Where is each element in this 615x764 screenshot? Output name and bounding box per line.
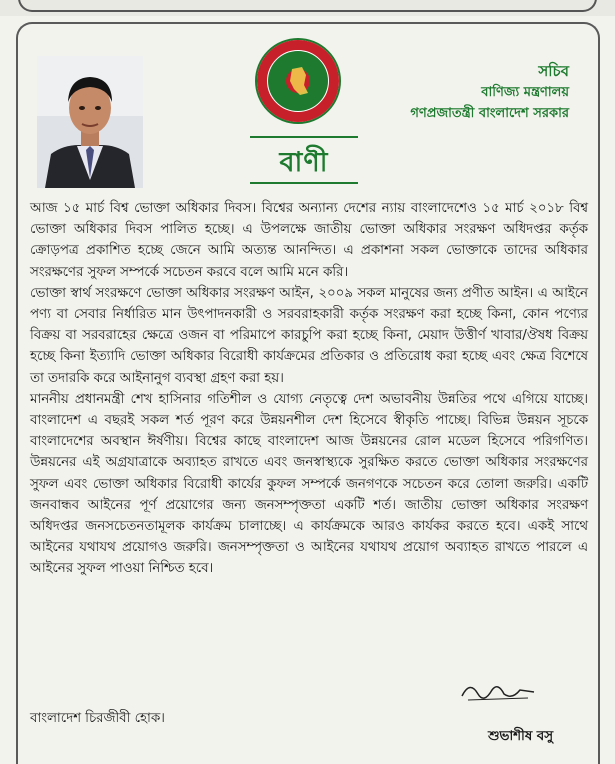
designation-block <box>410 60 569 124</box>
designation: সচিব <box>538 62 569 80</box>
title-block <box>250 136 358 184</box>
handwritten-signature <box>458 676 538 706</box>
portrait-photo <box>37 56 143 188</box>
ministry: বাণিজ্য মন্ত্রণালয় <box>481 85 569 100</box>
government-emblem <box>254 37 342 125</box>
top-strip <box>0 0 615 16</box>
title-rule-top <box>250 136 358 138</box>
paragraph-3: মাননীয় প্রধানমন্ত্রী শেখ হাসিনার গতিশীল ও যোগ্য নেতৃত্বে দেশ অভাবনীয় উন্নতির পথে এগিয়ে যাচ্ছে। বাংলাদেশ এ বছরই সকল শর্ত পূরণ করে উন্নয়নশীল দেশ হিসেবে স্বীকৃতি পাচ্ছে। বিভিন্ন উন্নয়ন সূচকে বাংলাদেশের অবস্থান ঈর্ষণীয়। বিশ্বের কাছে বাংলাদেশ আজ উন্নয়নের রোল মডেল হিসেবে পরিগণিত। উন্নয়নের এই অগ্রযাত্রাকে অব্যাহত রাখতে এবং জনস্বাস্থ্যকে সুরক্ষিত করতে ভোক্তা অধিকার সংরক্ষণের সুফল এবং ভোক্তা অধিকার বিরোধী কার্যের কুফল সম্পর্কে জনগণকে সচেতন করে তোলা জরুরি। একটি জনবান্ধব আইনের পূর্ণ প্রয়োগের জন্য জনসম্পৃক্ততা একটি শর্ত। জাতীয় ভোক্তা অধিকার সংরক্ষণ অধিদপ্তর জনসচেতনতামূলক কার্যক্রম চালাচ্ছে। এ কার্যক্রমকে আরও কার্যকর করতে হবে। একই সাথে আইনের যথাযথ প্রয়োগও জরুরি। জনসম্পৃক্ততা ও আইনের যথাযথ প্রয়োগ অব্যাহত রাখতে পারলে এ আইনের সুফল পাওয়া নিশ্চিত হবে। <box>30 391 588 577</box>
signer-name: শুভাশীষ বসু <box>487 729 553 744</box>
closing-line: বাংলাদেশ চিরজীবী হোক। <box>30 711 165 726</box>
message-body <box>30 198 588 580</box>
page-title: বাণী <box>279 147 329 178</box>
title-rule-bottom <box>250 182 358 184</box>
government: গণপ্রজাতন্ত্রী বাংলাদেশ সরকার <box>410 106 569 121</box>
paragraph-1: আজ ১৫ মার্চ বিশ্ব ভোক্তা অধিকার দিবস। বিশ্বের অন্যান্য দেশের ন্যায় বাংলাদেশেও ১৫ মার্চ ২০১৮ বিশ্ব ভোক্তা অধিকার দিবস পালিত হচ্ছে। এ উপলক্ষে জাতীয় ভোক্তা অধিকার সংরক্ষণ অধিদপ্তর কর্তৃক ক্রোড়পত্র প্রকাশিত হচ্ছে জেনে আমি অত্যন্ত আনন্দিত। এ প্রকাশনা সকল ভোক্তাকে তাদের অধিকার সংরক্ষণের সুফল সম্পর্কে সচেতন করবে বলে আমি মনে করি। <box>30 201 588 280</box>
paragraph-2: ভোক্তা স্বার্থ সংরক্ষণে ভোক্তা অধিকার সংরক্ষণ আইন, ২০০৯ সকল মানুষের জন্য প্রণীত আইন। এ আইনে পণ্য বা সেবার নির্ধারিত মান উৎপাদনকারী ও সরবরাহকারী কর্তৃক সংরক্ষণ করা হচ্ছে কিনা, কোন পণ্যের বিক্রয় বা সরবরাহের ক্ষেত্রে ওজন বা পরিমাপে কারচুপি করা হচ্ছে কিনা, মেয়াদ উত্তীর্ণ খাবার/ঔষধ বিক্রয় হচ্ছে কিনা ইত্যাদি ভোক্তা অধিকার বিরোধী কার্যক্রমের প্রতিকার ও প্রতিরোধ করা হচ্ছে এবং ক্ষেত্র বিশেষে তা তদারকি করে আইনানুগ ব্যবস্থা গ্রহণ করা হয়। <box>30 285 588 386</box>
